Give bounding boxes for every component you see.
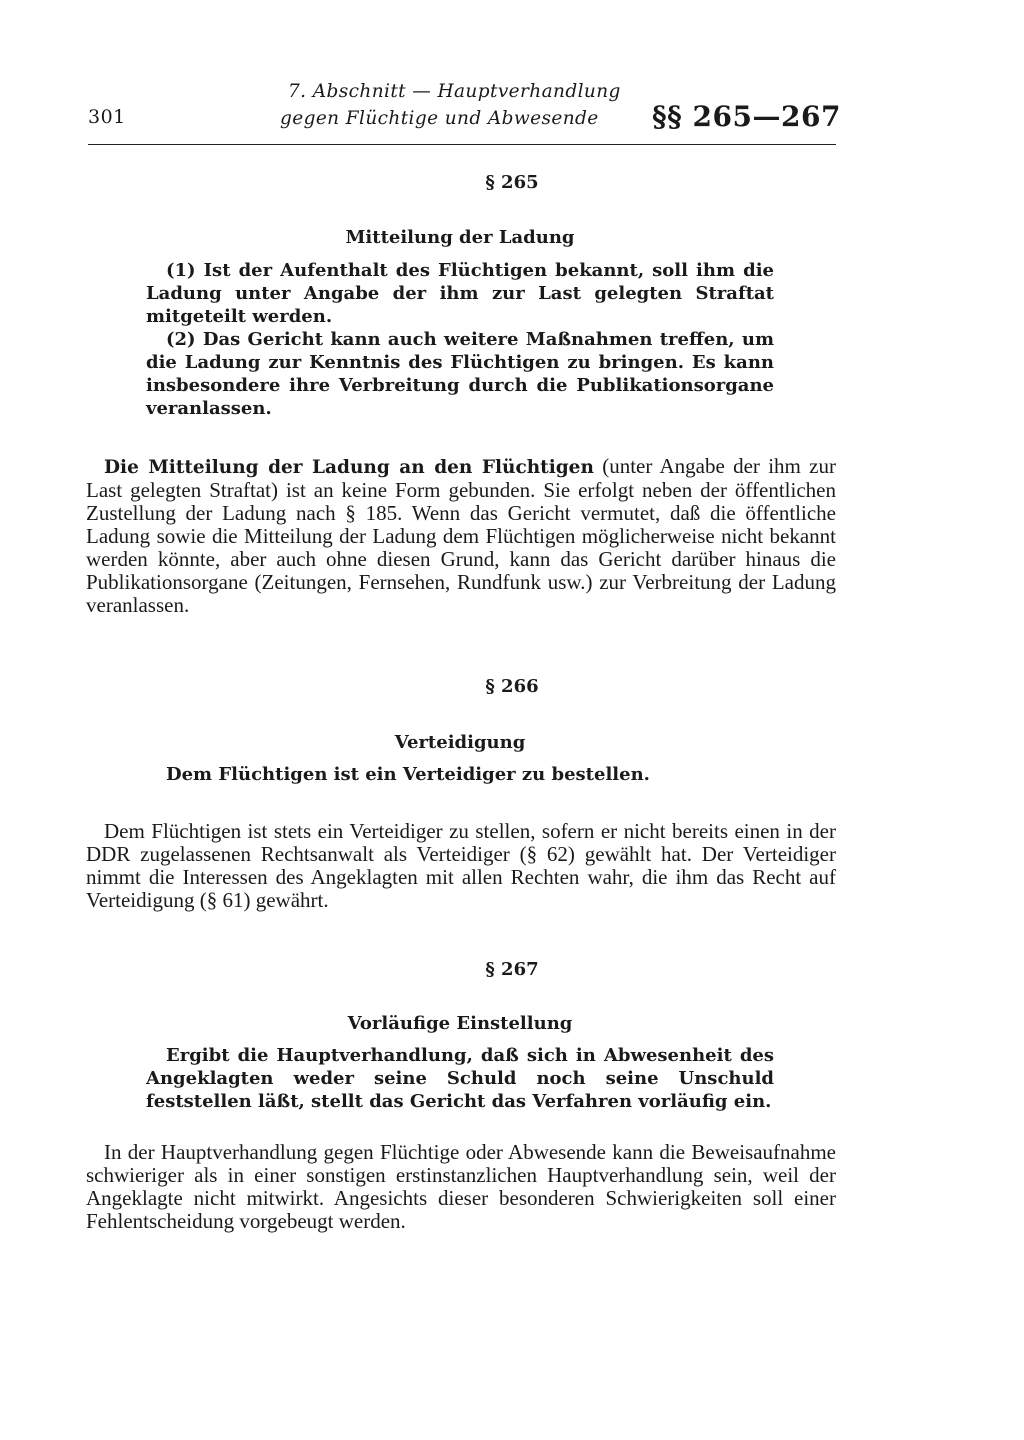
section-267-title: Vorläufige Einstellung: [347, 1013, 573, 1034]
section-265-law-text: [146, 259, 774, 420]
law-paragraph: (2) Das Gericht kann auch weitere Maßnahmen treffen, um die Ladung zur Kenntnis des Flüchtigen zu bringen. Es kann insbesondere ihre Verbreitung durch die Publikationsorgane veranlassen.: [146, 329, 774, 419]
section-266-number: § 266: [485, 676, 539, 697]
section-266-title: Verteidigung: [394, 732, 526, 753]
section-267-number: § 267: [485, 959, 539, 980]
section-265-number: § 265: [485, 172, 539, 193]
commentary-text: In der Hauptverhandlung gegen Flüchtige oder Abwesende kann die Beweisaufnahme schwieriger als in einer sonstigen erstinstanzlichen Hauptverhandlung sein, weil der Angeklagte nicht mitwirkt. Angesichts dieser besonderen Schwierigkeiten soll einer Fehlentscheidung vorgebeugt werden.: [86, 1140, 836, 1233]
section-267-law-text: [146, 1044, 774, 1113]
section-267-commentary: [86, 1141, 836, 1233]
section-265-title: Mitteilung der Ladung: [345, 227, 575, 248]
section-266-commentary: [86, 820, 836, 912]
section-266-law-text: [166, 763, 766, 786]
running-head-line1: 7. Abschnitt — Hauptverhandlung: [288, 81, 621, 102]
running-head-line2: gegen Flüchtige und Abwesende: [280, 108, 599, 129]
law-paragraph: (1) Ist der Aufenthalt des Flüchtigen bekannt, soll ihm die Ladung unter Angabe der ihm zur Last gelegten Straftat mitgeteilt werden.: [146, 260, 774, 327]
section-265-commentary: [86, 455, 836, 617]
header-rule: [88, 144, 836, 145]
law-paragraph: Dem Flüchtigen ist ein Verteidiger zu bestellen.: [166, 764, 650, 785]
section-range: §§ 265—267: [652, 100, 841, 133]
commentary-text: (unter Angabe der ihm zur Last gelegten Straftat) ist an keine Form gebunden. Sie erfolgt neben der öffentlichen Zustellung der Ladung nach § 185. Wenn das Gericht vermutet, daß die öffentliche Ladung sowie die Mitteilung der Ladung dem Flüchtigen möglicherweise nicht bekannt werden könnte, aber auch ohne diesen Grund, kann das Gericht darüber hinaus die Publikationsorgane (Zeitungen, Fernsehen, Rundfunk usw.) zur Verbreitung der Ladung veranlassen.: [86, 454, 836, 617]
law-paragraph: Ergibt die Hauptverhandlung, daß sich in Abwesenheit des Angeklagten weder seine Schuld noch seine Unschuld feststellen läßt, stellt das Gericht das Verfahren vorläufig ein.: [146, 1045, 774, 1112]
running-head: [280, 78, 632, 132]
commentary-text: Dem Flüchtigen ist stets ein Verteidiger zu stellen, sofern er nicht bereits einen in der DDR zugelassenen Rechtsanwalt als Verteidiger (§ 62) gewählt hat. Der Verteidiger nimmt die Interessen des Angeklagten mit allen Rechten wahr, die ihm das Recht auf Verteidigung (§ 61) gewährt.: [86, 819, 836, 912]
page-number: 301: [88, 106, 126, 128]
commentary-lead: Die Mitteilung der Ladung an den Flüchtigen: [104, 457, 594, 478]
